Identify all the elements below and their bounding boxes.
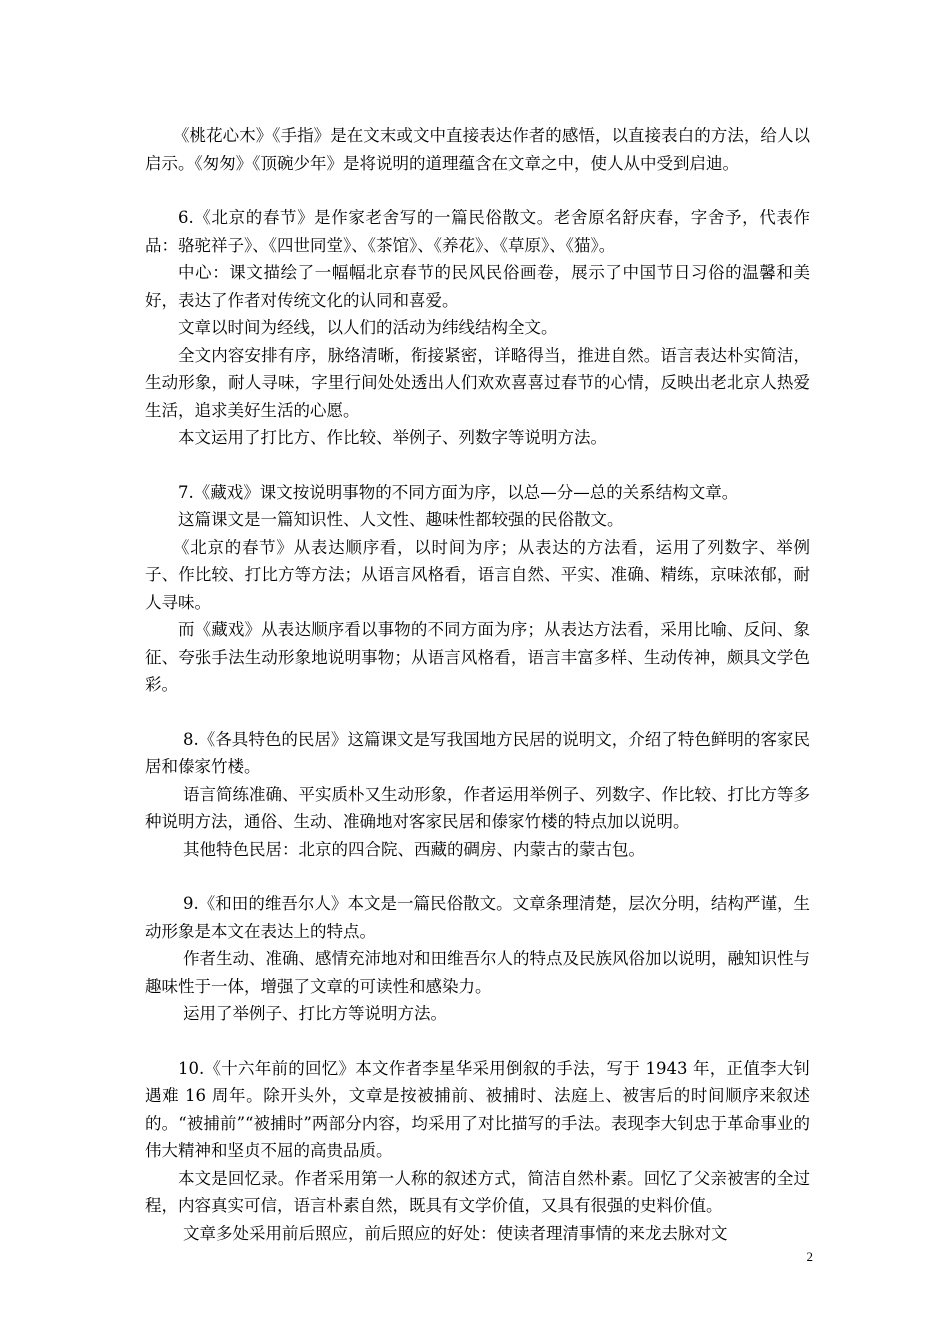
document-body [145, 122, 810, 1247]
paragraph: 这篇课文是一篇知识性、人文性、趣味性都较强的民俗散文。 [178, 510, 624, 529]
paragraph: 《桃花心木》《手指》是在文末或文中直接表达作者的感悟，以直接表白的方法，给人以启示。《匆匆》《顶碗少年》是将说明的道理蕴含在文章之中，使人从中受到启迪。 [145, 126, 810, 173]
paragraph: 而《藏戏》从表达顺序看以事物的不同方面为序；从表达方法看，采用比喻、反问、象征、夸张手法生动形象地说明事物；从语言风格看，语言丰富多样、生动传神，颇具文学色彩。 [145, 620, 810, 694]
paragraph: 运用了举例子、打比方等说明方法。 [183, 1004, 447, 1023]
paragraph: 本文运用了打比方、作比较、举例子、列数字等说明方法。 [178, 428, 607, 447]
section-gap [145, 1028, 810, 1055]
section-gap [145, 452, 810, 479]
paragraph: 7.《藏戏》课文按说明事物的不同方面为序，以总—分—总的关系结构文章。 [178, 482, 739, 502]
paragraph: 中心：课文描绘了一幅幅北京春节的民风民俗画卷，展示了中国节日习俗的温馨和美好，表达了作者对传统文化的认同和喜爱。 [145, 263, 810, 310]
section-s5 [145, 122, 810, 177]
section-s7 [145, 479, 810, 699]
section-s10 [145, 1055, 810, 1248]
paragraph: 其他特色民居：北京的四合院、西藏的碉房、内蒙古的蒙古包。 [183, 839, 645, 859]
paragraph: 文章多处采用前后照应，前后照应的好处：使读者理清事情的来龙去脉对文 [183, 1223, 728, 1243]
paragraph: 6.《北京的春节》是作家老舍写的一篇民俗散文。老舍原名舒庆春，字舍予，代表作品：骆驼祥子》、《四世同堂》、《茶馆》、《养花》、《草原》、《猫》。 [145, 208, 810, 255]
section-gap [145, 699, 810, 726]
paragraph: 语言简练准确、平实质朴又生动形象，作者运用举例子、列数字、作比较、打比方等多种说明方法，通俗、生动、准确地对客家民居和傣家竹楼的特点加以说明。 [145, 784, 810, 831]
paragraph: 全文内容安排有序，脉络清晰，衔接紧密，详略得当，推进自然。语言表达朴实简洁，生动形象，耐人寻味，字里行间处处透出人们欢欢喜喜过春节的心情，反映出老北京人热爱生活，追求美好生活的心愿。 [145, 345, 810, 420]
section-gap [145, 863, 810, 890]
paragraph: 9.《和田的维吾尔人》本文是一篇民俗散文。文章条理清楚，层次分明，结构严谨，生动形象是本文在表达上的特点。 [145, 894, 810, 941]
section-s9 [145, 890, 810, 1028]
page-number: 2 [806, 1249, 813, 1264]
paragraph: 本文是回忆录。作者采用第一人称的叙述方式，简洁自然朴素。回忆了父亲被害的全过程，内容真实可信，语言朴素自然，既具有文学价值，又具有很强的史料价值。 [145, 1168, 810, 1215]
section-gap [145, 177, 810, 204]
paragraph: 10.《十六年前的回忆》本文作者李星华采用倒叙的手法，写于 1943 年，正值李大钊遇难 16 周年。除开头外，文章是按被捕前、被捕时、法庭上、被害后的时间顺序来叙述的。“被捕前”“被捕时”两部分内容，均采用了对比描写的手法。表现李大钊忠于革命事业的伟大精神和坚贞不屈的高贵品质。 [145, 1058, 810, 1160]
paragraph: 作者生动、准确、感情充沛地对和田维吾尔人的特点及民族风俗加以说明，融知识性与趣味性于一体，增强了文章的可读性和感染力。 [145, 949, 810, 996]
section-s8 [145, 726, 810, 864]
paragraph: 8.《各具特色的民居》这篇课文是写我国地方民居的说明文，介绍了特色鲜明的客家民居和傣家竹楼。 [145, 729, 810, 776]
paragraph: 文章以时间为经线，以人们的活动为纬线结构全文。 [178, 318, 558, 337]
section-s6 [145, 204, 810, 452]
paragraph: 《北京的春节》从表达顺序看，以时间为序；从表达的方法看，运用了列数字、举例子、作比较、打比方等方法；从语言风格看，语言自然、平实、准确、精练，京味浓郁，耐人寻味。 [145, 537, 810, 612]
